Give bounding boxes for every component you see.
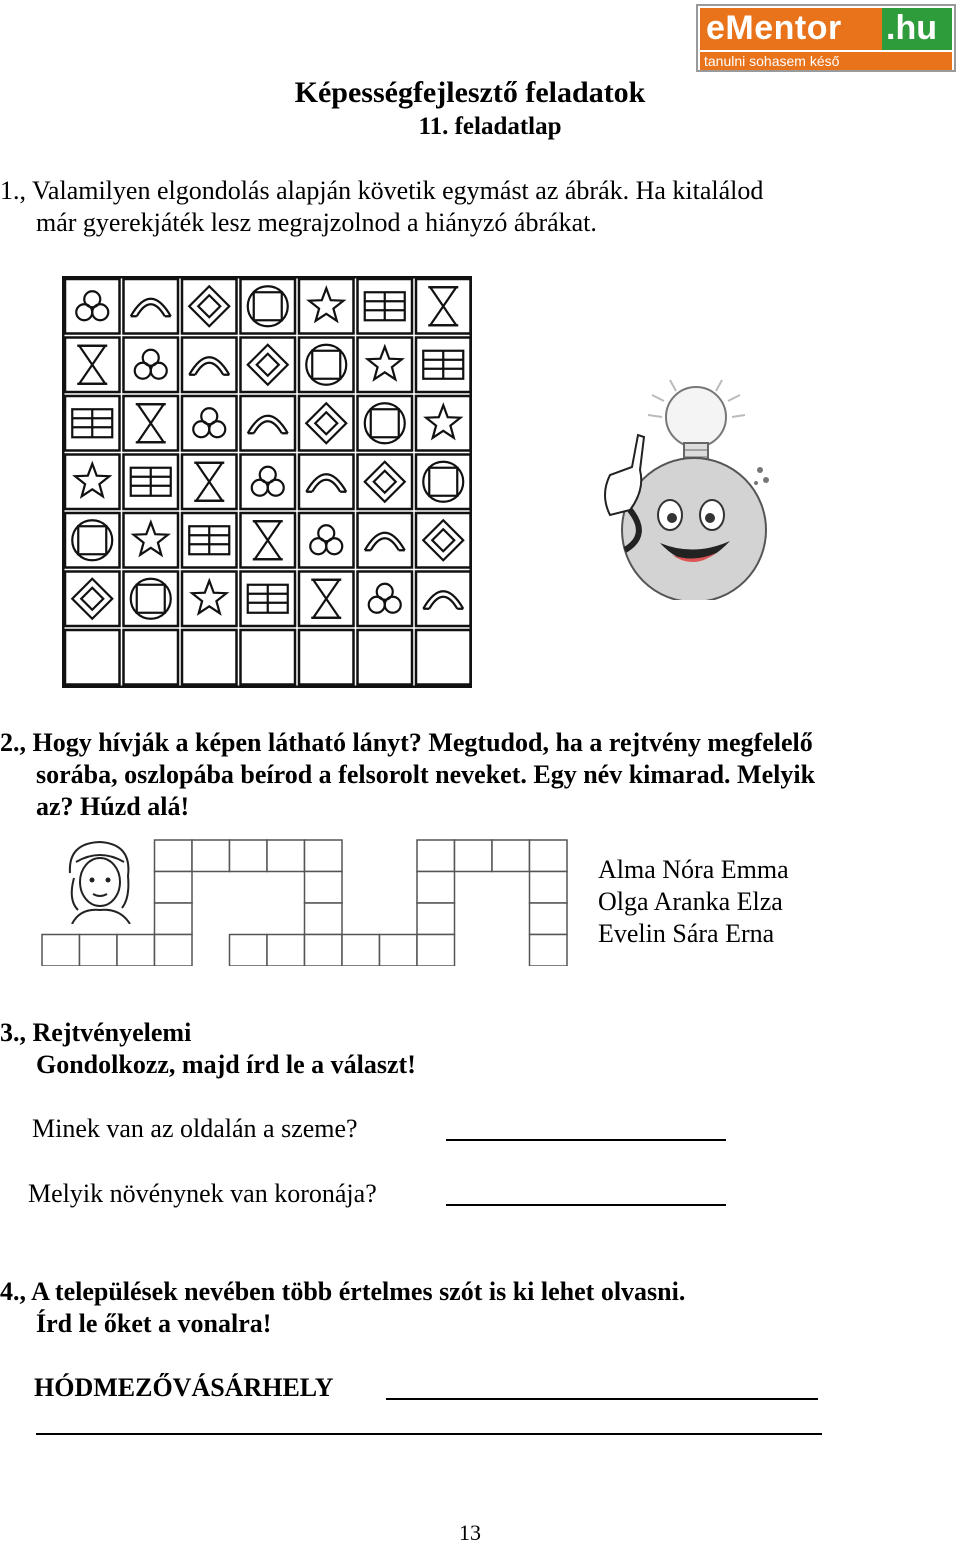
task3-question-2: Melyik növénynek van koronája?	[28, 1179, 377, 1208]
task2-line1-rest: Megtudod, ha a rejtvény megfelelő	[421, 728, 813, 757]
task1-line1: 1., Valamilyen elgondolás alapján követik egymást az ábrák. Ha kitalálod	[0, 176, 764, 205]
ementor-logo	[696, 4, 956, 72]
crossword-cell[interactable]	[417, 872, 455, 904]
crossword-cell[interactable]	[230, 840, 268, 872]
name-list-line: Olga Aranka Elza	[598, 887, 783, 916]
task2-question: Hogy hívják a képen látható lányt?	[32, 728, 422, 757]
lightbulb-mascot-icon	[590, 375, 780, 600]
grid-cell	[416, 572, 471, 627]
crossword-cell[interactable]	[417, 903, 455, 935]
task4-line1: 4., A települések nevében több értelmes szót is ki lehet olvasni.	[0, 1277, 686, 1306]
crossword-cell[interactable]	[267, 840, 305, 872]
name-crossword-grid	[40, 838, 570, 966]
task3-question-1: Minek van az oldalán a szeme?	[32, 1114, 358, 1143]
task2-text	[0, 727, 960, 823]
crossword-cell[interactable]	[117, 935, 155, 967]
grid-cell	[124, 279, 179, 334]
task1-line2: már gyerekjáték lesz megrajzolnod a hiányzó ábrákat.	[36, 208, 597, 237]
empty-grid-cell[interactable]	[241, 630, 296, 685]
empty-grid-cell[interactable]	[416, 630, 471, 685]
crossword-cell[interactable]	[80, 935, 118, 967]
empty-grid-cell[interactable]	[65, 630, 120, 685]
task2-line2: sorába, oszlopába beírod a felsorolt neveket. Egy név kimarad. Melyik	[36, 760, 816, 789]
answer-line-1[interactable]	[446, 1139, 726, 1141]
grid-cell	[241, 396, 296, 451]
grid-cell	[299, 455, 354, 510]
crossword-cell[interactable]	[305, 935, 343, 967]
symbol-grid	[62, 276, 472, 688]
crossword-cell[interactable]	[42, 935, 80, 967]
crossword-cell[interactable]	[342, 935, 380, 967]
crossword-cell[interactable]	[192, 840, 230, 872]
logo-tagline: tanulni sohasem késő	[700, 52, 952, 70]
name-list-line: Evelin Sára Erna	[598, 919, 775, 948]
answer-line-4[interactable]	[36, 1433, 822, 1435]
name-list	[598, 854, 789, 950]
crossword-cell[interactable]	[530, 840, 568, 872]
crossword-cell[interactable]	[155, 840, 193, 872]
empty-grid-cell[interactable]	[182, 630, 237, 685]
empty-grid-cell[interactable]	[299, 630, 354, 685]
crossword-cell[interactable]	[305, 840, 343, 872]
task3-instruction: Gondolkozz, majd írd le a választ!	[36, 1050, 416, 1079]
crossword-cell[interactable]	[530, 872, 568, 904]
crossword-cell[interactable]	[530, 903, 568, 935]
empty-grid-cell[interactable]	[358, 630, 413, 685]
empty-grid-cell[interactable]	[124, 630, 179, 685]
page-subtitle: 11. feladatlap	[418, 113, 562, 140]
crossword-cell[interactable]	[380, 935, 418, 967]
crossword-cell[interactable]	[267, 935, 305, 967]
town-name: HÓDMEZŐVÁSÁRHELY	[34, 1373, 334, 1402]
grid-cell	[182, 338, 237, 393]
logo-name: eMentor	[706, 9, 842, 47]
crossword-cell[interactable]	[155, 872, 193, 904]
task2-prefix: 2.,	[0, 728, 33, 757]
crossword-cell[interactable]	[155, 935, 193, 967]
name-list-line: Alma Nóra Emma	[598, 855, 789, 884]
crossword-cell[interactable]	[417, 935, 455, 967]
crossword-cell[interactable]	[492, 840, 530, 872]
answer-line-2[interactable]	[446, 1204, 726, 1206]
crossword-cell[interactable]	[305, 903, 343, 935]
page-title: Képességfejlesztő feladatok	[294, 76, 646, 109]
task1-text	[0, 175, 960, 239]
page-number: 13	[459, 1520, 481, 1545]
task3-heading: 3., Rejtvényelemi	[0, 1018, 192, 1047]
crossword-cell[interactable]	[417, 840, 455, 872]
task2-line3: az? Húzd alá!	[36, 792, 190, 821]
crossword-cell[interactable]	[530, 935, 568, 967]
logo-domain: .hu	[886, 9, 937, 47]
crossword-cell[interactable]	[230, 935, 268, 967]
crossword-cell[interactable]	[455, 840, 493, 872]
grid-cell	[358, 513, 413, 568]
crossword-cell[interactable]	[155, 903, 193, 935]
answer-line-3[interactable]	[386, 1398, 818, 1400]
crossword-cell[interactable]	[305, 872, 343, 904]
task4-line2: Írd le őket a vonalra!	[36, 1309, 272, 1338]
